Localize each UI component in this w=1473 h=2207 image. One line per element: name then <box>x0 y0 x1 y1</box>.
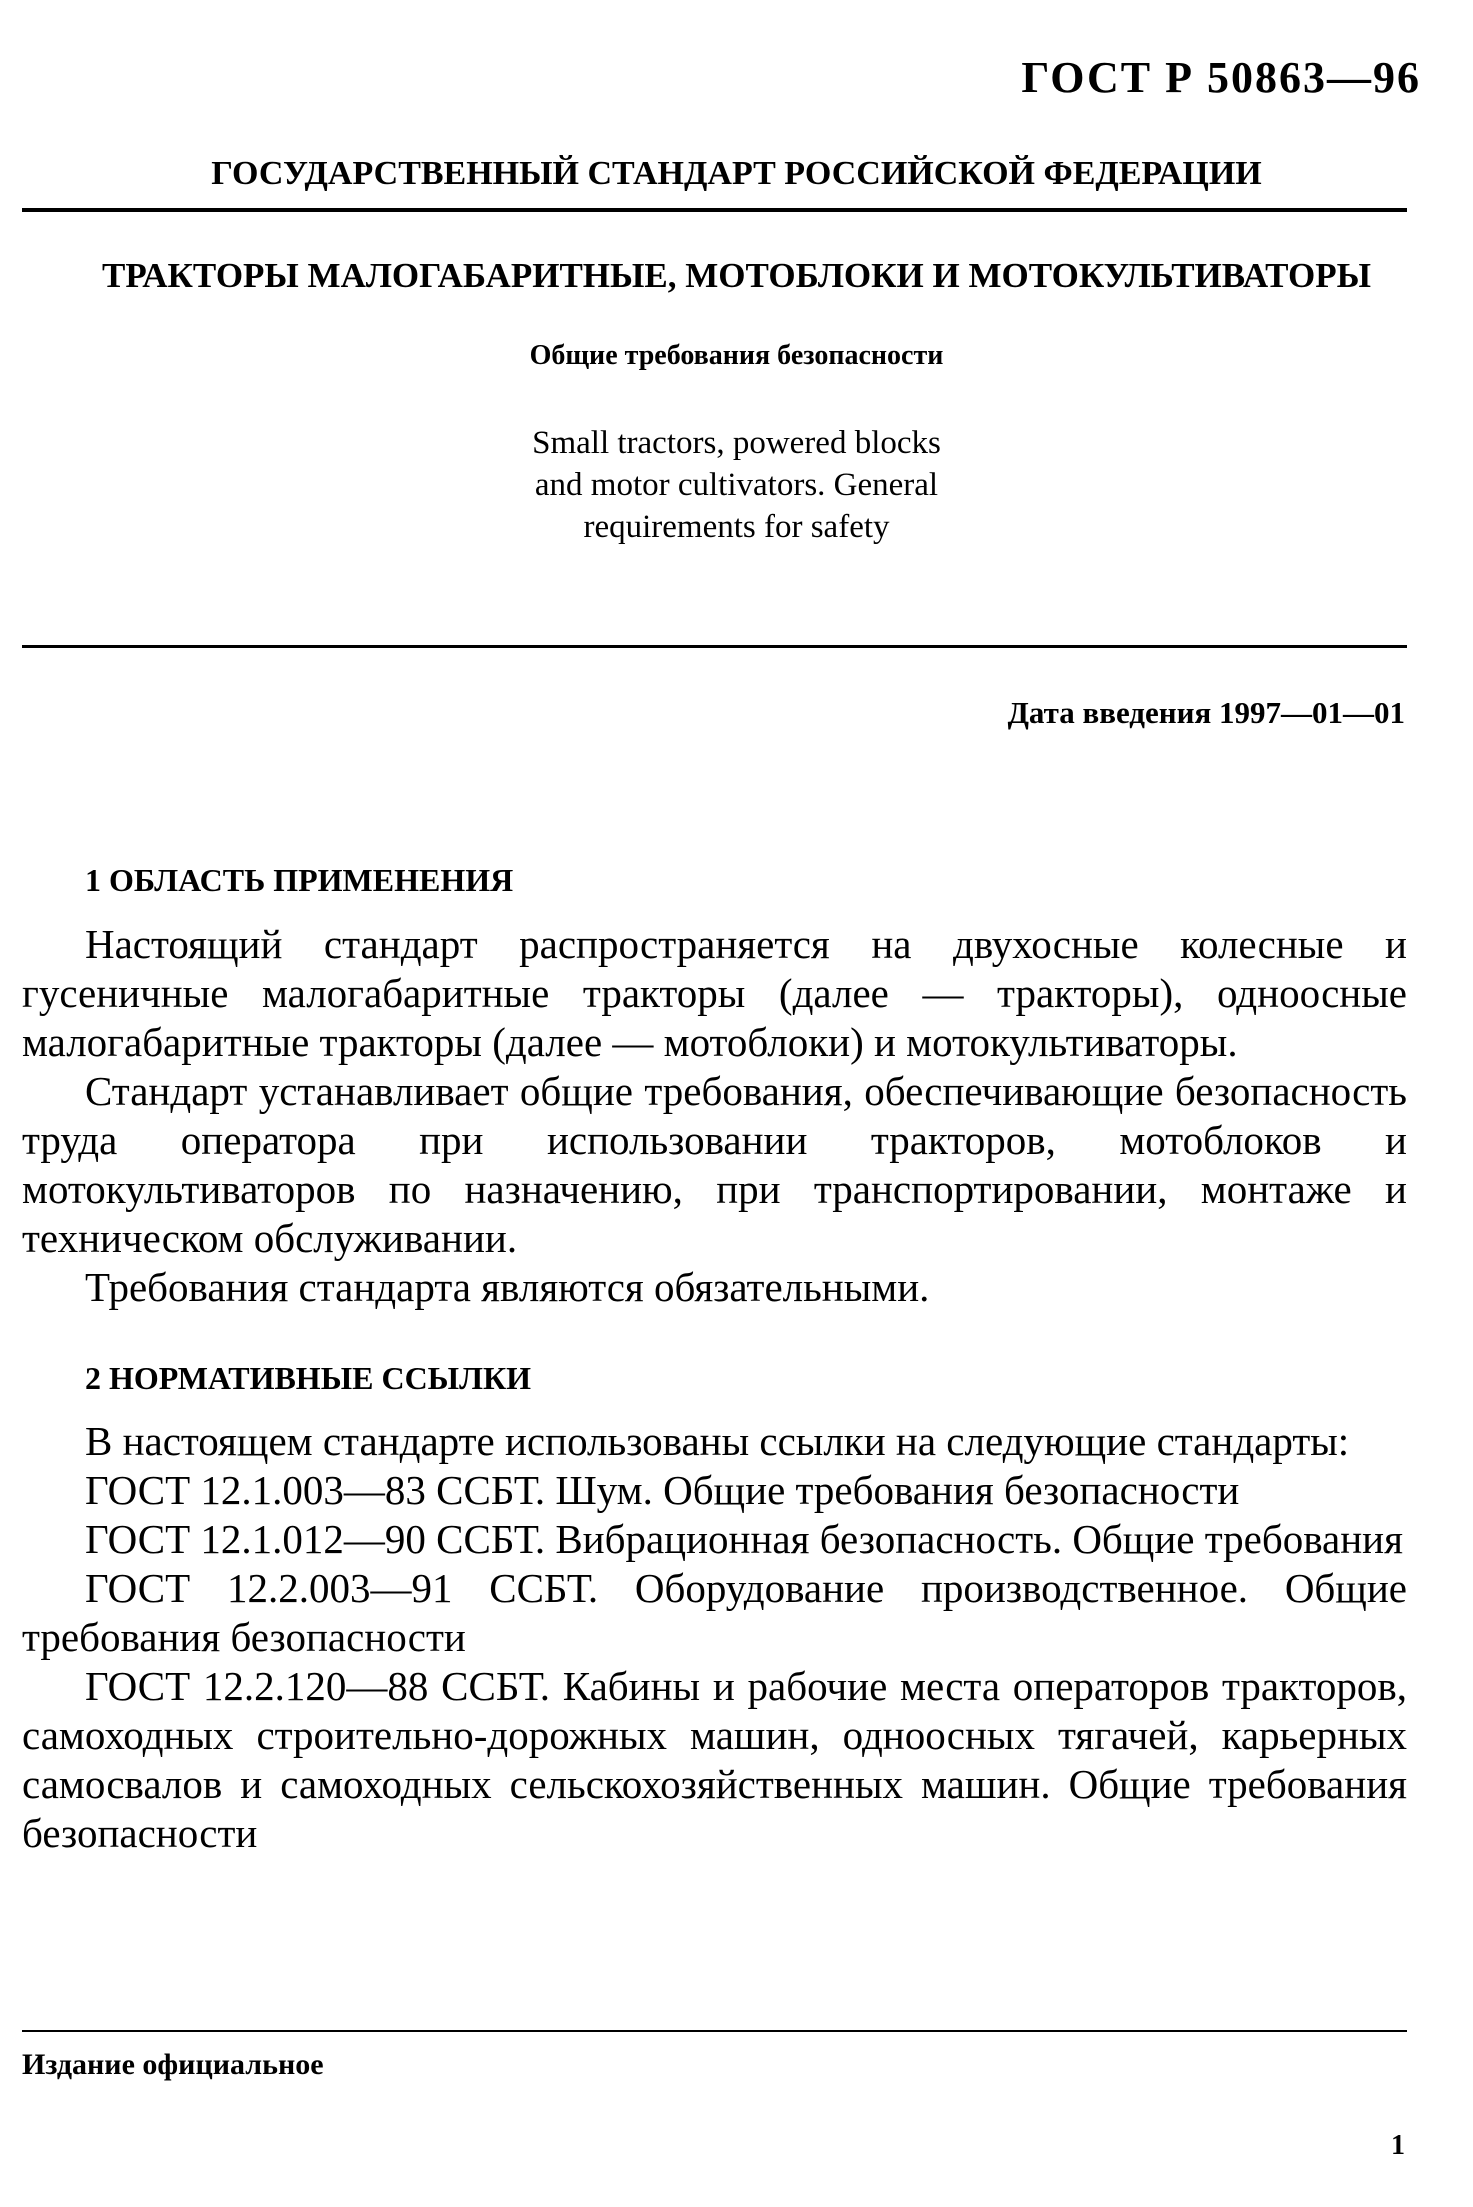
section-body-references <box>22 1417 1407 1858</box>
document-number: ГОСТ Р 50863—96 <box>1021 53 1421 102</box>
reference-item: ГОСТ 12.1.012—90 ССБТ. Вибрационная безопасность. Общие требования <box>85 1516 1403 1562</box>
reference-item: ГОСТ 12.2.003—91 ССБТ. Оборудование производственное. Общие требования безопасности <box>22 1565 1407 1660</box>
title-divider <box>22 645 1407 648</box>
state-standard-heading: ГОСУДАРСТВЕННЫЙ СТАНДАРТ РОССИЙСКОЙ ФЕДЕРАЦИИ <box>211 155 1262 192</box>
english-title-line: and motor cultivators. General <box>534 467 939 503</box>
english-title <box>0 422 1473 548</box>
paragraph: Настоящий стандарт распространяется на двухосные колесные и гусеничные малогабаритные тракторы (далее — тракторы), одноосные малогабаритные тракторы (далее — мотоблоки) и мотокультиваторы. <box>22 921 1407 1065</box>
english-title-line: Small tractors, powered blocks <box>532 425 941 461</box>
reference-item: ГОСТ 12.1.003—83 ССБТ. Шум. Общие требования безопасности <box>85 1467 1240 1513</box>
reference-item: ГОСТ 12.2.120—88 ССБТ. Кабины и рабочие места операторов тракторов, самоходных строительно-дорожных машин, одноосных тягачей, карьерных самосвалов и самоходных сельскохозяйственных машин. Общие требования безопасности <box>22 1663 1407 1856</box>
document-subtitle: Общие требования безопасности <box>529 340 944 371</box>
section-heading-references: 2 НОРМАТИВНЫЕ ССЫЛКИ <box>85 1360 532 1396</box>
paragraph: Требования стандарта являются обязательными. <box>85 1264 930 1310</box>
footer-divider <box>22 2030 1407 2032</box>
paragraph: Стандарт устанавливает общие требования, обеспечивающие безопасность труда оператора при использовании тракторов, мотоблоков и мотокультиваторов по назначению, при транспортировании, монтаже и техническом обслуживании. <box>22 1068 1407 1261</box>
introduction-date: Дата введения 1997—01—01 <box>1007 695 1405 730</box>
document-title: ТРАКТОРЫ МАЛОГАБАРИТНЫЕ, МОТОБЛОКИ И МОТОКУЛЬТИВАТОРЫ <box>102 256 1371 295</box>
section-body-scope <box>22 920 1407 1312</box>
english-title-line: requirements for safety <box>583 509 890 545</box>
top-divider <box>22 208 1407 212</box>
paragraph: В настоящем стандарте использованы ссылки на следующие стандарты: <box>85 1418 1350 1464</box>
page-number: 1 <box>1391 2130 1405 2161</box>
edition-label: Издание официальное <box>22 2048 324 2081</box>
section-heading-scope: 1 ОБЛАСТЬ ПРИМЕНЕНИЯ <box>85 862 514 898</box>
